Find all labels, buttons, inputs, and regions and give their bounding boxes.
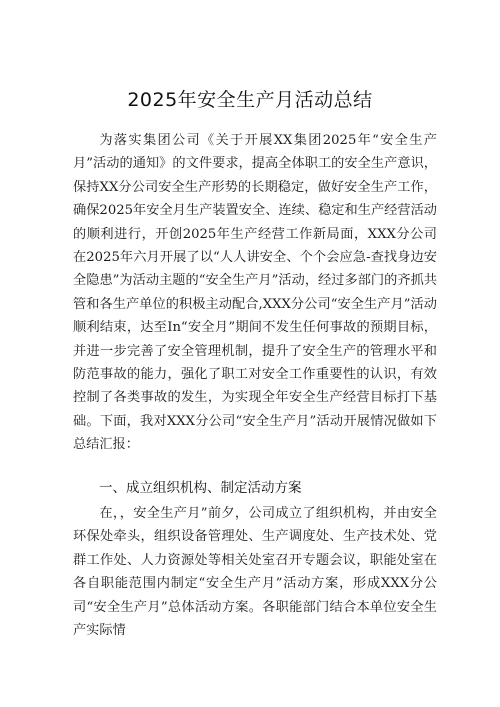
section-paragraph: 在，，安全生产月”前夕，公司成立了组织机构，并由安全环保处牵头，组织设备管理处、生产调度处、生产技术处、党群工作处、人力资源处等相关处室召开专题会议，职能处室在各自职能范围内制定“安全生产月”活动方案，形成XXX分公司“安全生产月”总体活动方案。各职能部门结合本单位安全生产实际情 <box>73 506 437 639</box>
section-heading: 一、成立组织机构、制定活动方案 <box>99 480 302 496</box>
body-paragraph: 为落实集团公司《关于开展XX集团2025年“安全生产月”活动的通知》的文件要求，提高全体职工的安全生产意识，保持XX分公司安全生产形势的长期稳定，做好安全生产工作，确保2025年安全月生产装置安全、连续、稳定和生产经营活动的顺利进行，开创2025年生产经营工作新局面，XXX分公司在2025年六月开展了以“人人讲安全、个个会应急-查找身边安全隐患”为活动主题的“安全生产月”活动，经过多部门的齐抓共管和各生产单位的积极主动配合,XXX分公司“安全生产月”活动顺利结束，达至In“安全月”期间不发生任何事故的预期目标，并进一步完善了安全管理机制，提升了安全生产的管理水平和防范事故的能力，强化了职工对安全工作重要性的认识，有效控制了各类事故的发生，为实现全年安全生产经营目标打下基础。下面，我对XXX分公司“安全生产月”活动开展情况做如下总结汇报： <box>73 133 437 453</box>
document-title: 2025年安全生产月活动总结 <box>127 88 373 111</box>
